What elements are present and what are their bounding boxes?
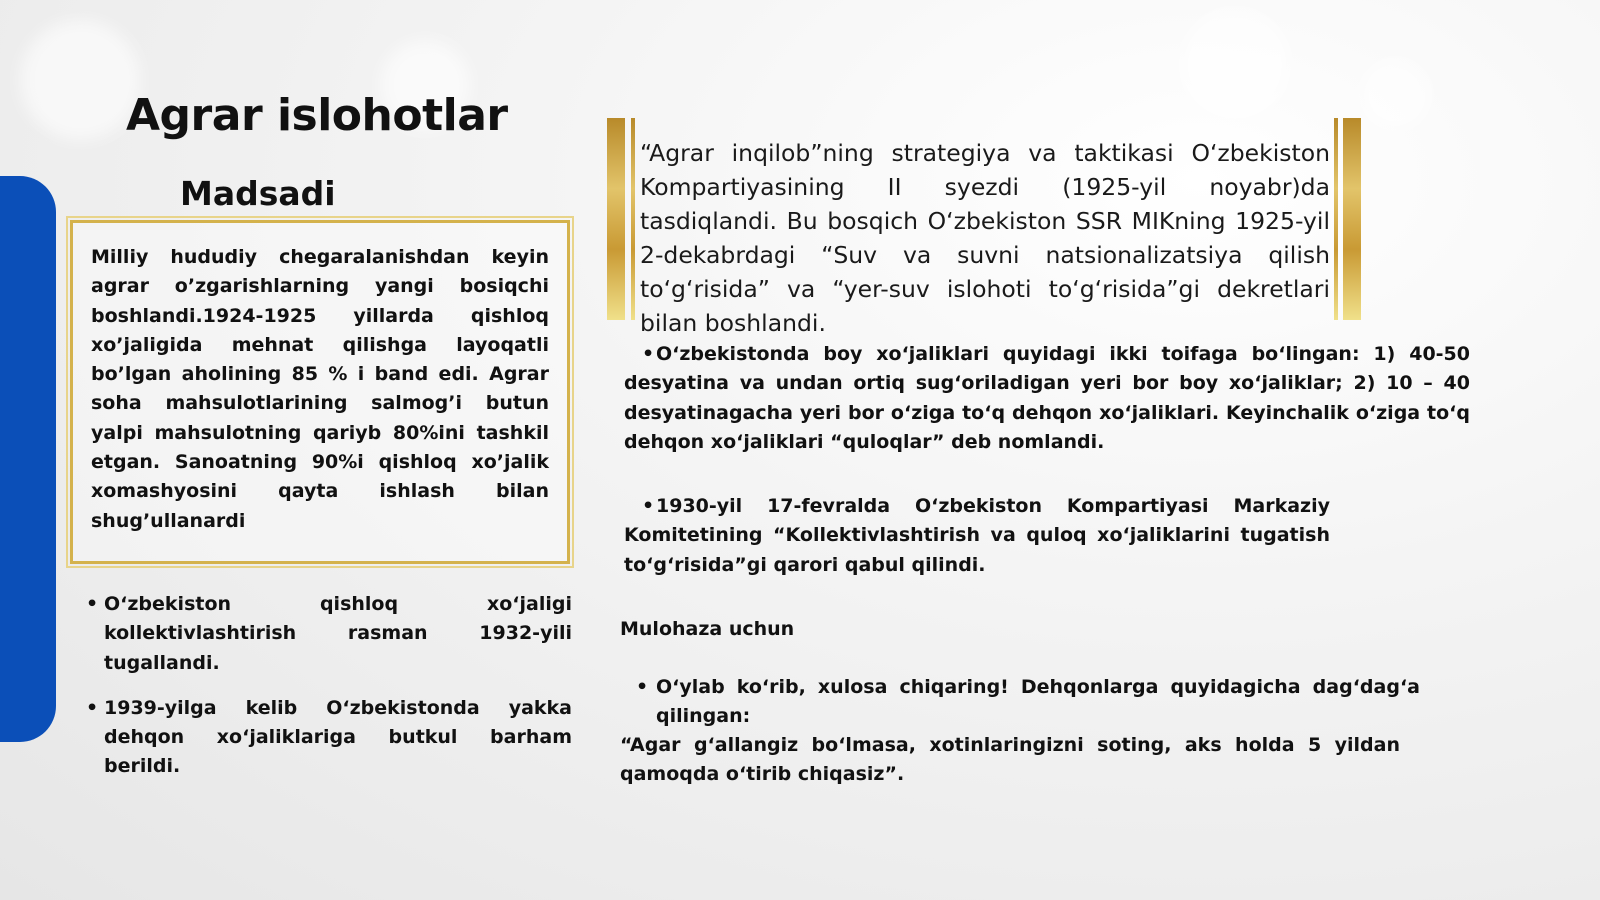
gold-bar-right: [1343, 118, 1361, 320]
quote-text: “Agrar inqilob”ning strategiya va taktikasi O‘zbekiston Kompartiyasining II syezdi (1925-yil noyabr)da tasdiqlandi. Bu bosqich O‘zbekiston SSR MIKning 1925-yil 2-dekabrdagi “Suv va suvni natsionalizatsiya qilish to‘g‘risida” va “yer-suv islohoti to‘g‘risida”gi dekretlari bilan boshlandi.: [640, 139, 1330, 337]
discussion-bullet-text: O‘ylab ko‘rib, xulosa chiqaring! Dehqonlarga quyidagicha dag‘dag‘a qilingan:: [656, 676, 1420, 728]
blue-side-tab: [0, 176, 56, 742]
gold-bar-right-thin: [1334, 118, 1338, 320]
bullet-dot: •: [636, 676, 649, 698]
slide-title: Agrar islohotlar: [126, 90, 508, 141]
right-bullet-1-text: O‘zbekistonda boy xo‘jaliklari quyidagi ikki toifaga bo‘lingan: 1) 40-50 desyatina va undan ortiq sug‘oriladigan yeri bor boy xo‘jaliklar; 2) 10 – 40 desyatinagacha yeri bor o‘ziga to‘q dehqon xo‘jaliklari. Keyinchalik o‘ziga to‘q dehqon xo‘jaliklari “quloqlar” deb nomlandi.: [624, 343, 1470, 453]
bokeh-light: [1180, 10, 1290, 120]
left-bullet-list: [84, 590, 572, 798]
gold-bar-left: [607, 118, 625, 320]
slide-subtitle: Madsadi: [180, 174, 336, 213]
goal-box: [70, 220, 570, 564]
discussion-heading: Mulohaza uchun: [620, 618, 795, 640]
bokeh-light: [20, 20, 140, 140]
discussion-quote: “Agar g‘allangiz bo‘lmasa, xotinlaringizni soting, aks holda 5 yildan qamoqda o‘tirib chiqasiz”.: [620, 734, 1400, 786]
gold-bar-left-thin: [631, 118, 635, 320]
right-bullet-1: [624, 340, 1470, 457]
goal-text: Milliy hududiy chegaralanishdan keyin agrar o’zgarishlarning yangi bosiqchi boshlandi.1924-1925 yillarda qishloq xo’jaligida mehnat qilishga layoqatli bo’lgan aholining 85 % i band edi. Agrar soha mahsulotlarining salmog’i butun yalpi mahsulotning qariyb 80%ini tashkil etgan. Sanoatning 90%i qishloq xo’jalik xomashyosini qayta ishlash bilan shug’ullanardi: [91, 246, 549, 532]
right-bullet-2: [624, 492, 1330, 580]
list-item: • O‘zbekiston qishloq xo‘jaligi kollektivlashtirish rasman 1932-yili tugallandi.: [84, 590, 572, 678]
right-bullet-2-text: 1930-yil 17-fevralda O‘zbekiston Kompartiyasi Markaziy Komitetining “Kollektivlashtirish va quloq xo‘jaliklarini tugatish to‘g‘risida”gi qarori qabul qilindi.: [624, 495, 1330, 576]
bokeh-light: [1360, 60, 1430, 130]
discussion-bullet: [636, 673, 1420, 732]
bullet-dot: •: [642, 495, 655, 517]
list-item: • 1939-yilga kelib O‘zbekistonda yakka dehqon xo‘jaliklariga butkul barham berildi.: [84, 694, 572, 782]
bullet-dot: •: [642, 343, 655, 365]
